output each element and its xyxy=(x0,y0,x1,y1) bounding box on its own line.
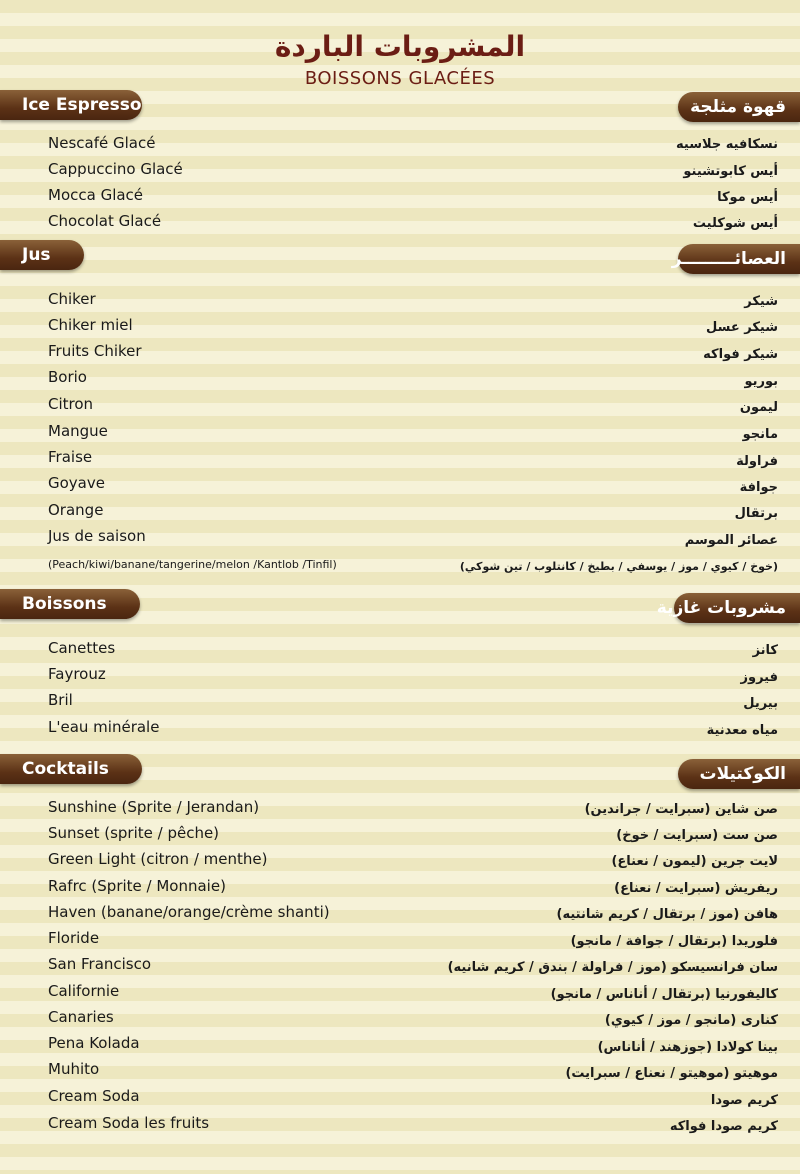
menu-item-muhito: Muhito xyxy=(48,1060,100,1078)
menu-item-eau-minerale: L'eau minérale xyxy=(48,718,160,736)
menu-item-fayrouz: Fayrouz xyxy=(48,665,106,683)
page-title-arabic: المشروبات الباردة xyxy=(274,30,526,63)
menu-item-fayrouz-arabic: فيروز xyxy=(740,670,778,685)
menu-item-haven-arabic: هافن (موز / برتقال / كريم شانتيه) xyxy=(556,907,778,922)
menu-item-citron: Citron xyxy=(48,395,94,413)
section-heading-jus: Jus xyxy=(0,240,84,270)
menu-item-rafrc: Rafrc (Sprite / Monnaie) xyxy=(48,877,226,895)
section-heading-cocktails: Cocktails xyxy=(0,754,142,784)
menu-item-orange-arabic: برتقال xyxy=(734,506,778,521)
menu-item-green-light: Green Light (citron / menthe) xyxy=(48,850,268,868)
menu-item-sunshine: Sunshine (Sprite / Jerandan) xyxy=(48,798,260,816)
menu-item-fraise-arabic: فراولة xyxy=(736,454,778,469)
menu-item-fraise: Fraise xyxy=(48,448,93,466)
menu-item-bril-arabic: بيريل xyxy=(743,696,778,711)
menu-item-chiker-miel: Chiker miel xyxy=(48,316,133,334)
section-heading-boissons-arabic: مشروبات غازية xyxy=(674,593,800,623)
menu-item-cream-soda-arabic: كريم صودا xyxy=(710,1093,778,1108)
menu-item-chiker-arabic: شيكر xyxy=(744,294,778,309)
menu-item-canettes-arabic: كانز xyxy=(752,643,778,658)
menu-item-californie: Californie xyxy=(48,982,120,1000)
menu-item-fruits-chiker-arabic: شيكر فواكه xyxy=(703,347,778,362)
menu-item-citron-arabic: ليمون xyxy=(739,400,778,415)
menu-item-mangue: Mangue xyxy=(48,422,108,440)
menu-item-bril: Bril xyxy=(48,691,73,709)
menu-item-jus-de-saison: Jus de saison xyxy=(48,527,146,545)
section-heading-ice-espresso: Ice Espresso xyxy=(0,90,142,120)
menu-item-borio: Borio xyxy=(48,368,87,386)
menu-item-floride-arabic: فلوريدا (برتقال / جوافة / مانجو) xyxy=(570,934,778,949)
menu-item-mocca-glace-arabic: أيس موكا xyxy=(717,190,778,205)
menu-item-rafrc-arabic: ريفريش (سبرايت / نعناع) xyxy=(614,881,778,896)
section-heading-cocktails-arabic: الكوكتيلات xyxy=(678,759,800,789)
menu-item-san-francisco: San Francisco xyxy=(48,955,152,973)
menu-item-cream-soda: Cream Soda xyxy=(48,1087,140,1105)
menu-item-haven: Haven (banane/orange/crème shanti) xyxy=(48,903,330,921)
menu-item-chiker-miel-arabic: شيكر عسل xyxy=(706,320,778,335)
menu-item-goyave: Goyave xyxy=(48,474,105,492)
menu-item-chocolat-glace: Chocolat Glacé xyxy=(48,212,162,230)
menu-item-eau-minerale-arabic: مياه معدنية xyxy=(706,723,778,738)
menu-item-floride: Floride xyxy=(48,929,100,947)
menu-item-mocca-glace: Mocca Glacé xyxy=(48,186,144,204)
menu-item-cream-soda-fruits: Cream Soda les fruits xyxy=(48,1114,210,1132)
menu-item-sunset-arabic: صن ست (سبرايت / خوخ) xyxy=(616,828,778,843)
menu-item-mangue-arabic: مانجو xyxy=(742,427,778,442)
menu-item-chiker: Chiker xyxy=(48,290,96,308)
menu-item-cappuccino-glace-arabic: أيس كابوتشينو xyxy=(683,164,778,179)
section-heading-boissons: Boissons xyxy=(0,589,140,619)
menu-item-goyave-arabic: جوافة xyxy=(739,480,778,495)
menu-item-californie-arabic: كاليفورنيا (برتقال / أناناس / مانجو) xyxy=(550,987,778,1002)
section-heading-jus-arabic: العصائـــــــــر xyxy=(678,244,800,274)
menu-item-jus-de-saison-arabic: عصائر الموسم xyxy=(684,533,778,548)
section-heading-ice-espresso-arabic: قهوة مثلجة xyxy=(678,92,800,122)
menu-item-nescafe-glace-arabic: نسكافيه جلاسيه xyxy=(676,137,778,152)
menu-item-cappuccino-glace: Cappuccino Glacé xyxy=(48,160,183,178)
menu-item-muhito-arabic: موهيتو (موهيتو / نعناع / سبرايت) xyxy=(565,1066,778,1081)
menu-item-sunset: Sunset (sprite / pêche) xyxy=(48,824,220,842)
page-title-french: BOISSONS GLACÉES xyxy=(304,68,496,89)
jus-de-saison-note-arabic: (خوخ / كيوي / موز / يوسفي / بطيخ / كانتلوب / تين شوكي) xyxy=(459,560,778,573)
menu-item-cream-soda-fruits-arabic: كريم صودا فواكه xyxy=(669,1119,778,1134)
menu-item-canaries-arabic: كنارى (مانجو / موز / كيوي) xyxy=(604,1013,778,1028)
menu-item-pena-kolada-arabic: بينا كولادا (جوزهند / أناناس) xyxy=(597,1040,778,1055)
menu-item-nescafe-glace: Nescafé Glacé xyxy=(48,134,156,152)
menu-header xyxy=(0,28,800,89)
menu-item-pena-kolada: Pena Kolada xyxy=(48,1034,140,1052)
menu-item-orange: Orange xyxy=(48,501,104,519)
menu-item-fruits-chiker: Fruits Chiker xyxy=(48,342,142,360)
menu-item-chocolat-glace-arabic: أيس شوكليت xyxy=(692,216,778,231)
menu-item-san-francisco-arabic: سان فرانسيسكو (موز / فراولة / بندق / كريم شانيه) xyxy=(447,960,778,975)
menu-item-green-light-arabic: لايت جرين (ليمون / نعناع) xyxy=(611,854,778,869)
menu-item-borio-arabic: بوريو xyxy=(744,374,778,389)
menu-item-sunshine-arabic: صن شاين (سبرايت / جراندين) xyxy=(584,802,778,817)
menu-item-canaries: Canaries xyxy=(48,1008,114,1026)
jus-de-saison-note: (Peach/kiwi/banane/tangerine/melon /Kantlob /Tinfil) xyxy=(48,558,337,571)
menu-item-canettes: Canettes xyxy=(48,639,116,657)
